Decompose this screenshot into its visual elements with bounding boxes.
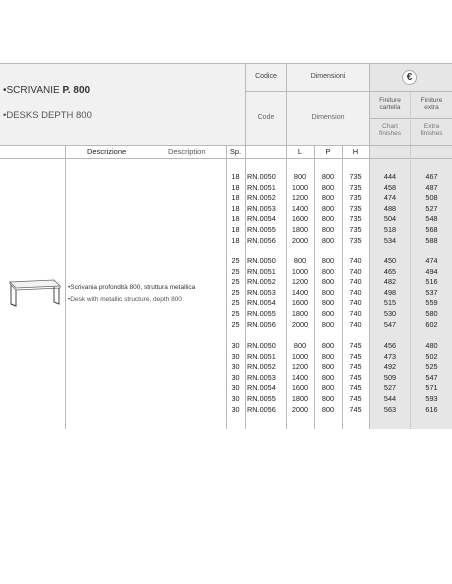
cell-chart: 534: [383, 235, 397, 245]
title-italian-prefix: •SCRIVANIE: [3, 85, 63, 96]
cell-extra: 502: [425, 351, 438, 361]
euro-symbol: €: [406, 72, 413, 83]
cell-code: RN.0050: [247, 256, 276, 265]
cell-extra: 516: [425, 277, 438, 287]
header-extra-finishes-line2: finishes: [420, 130, 443, 137]
cell-sp: 18: [231, 193, 240, 203]
cell-code: RN.0052: [247, 362, 276, 372]
cell-extra: 525: [425, 362, 438, 372]
desk-illustration-icon: [4, 276, 62, 313]
cell-chart: 465: [383, 266, 397, 276]
header-finiture-cartella-line1: Finiture: [379, 97, 401, 104]
cell-chart: 450: [383, 256, 397, 265]
cell-p: 800: [321, 214, 335, 224]
cell-extra: 588: [425, 235, 438, 245]
header-extra-finishes: [411, 123, 452, 137]
cell-l: 1600: [291, 298, 309, 308]
header-dimensioni: Dimensioni: [310, 73, 346, 80]
cell-sp: 25: [231, 256, 240, 265]
cell-code: RN.0052: [247, 277, 276, 287]
cell-code: RN.0051: [247, 266, 276, 276]
header-chart-finishes: [370, 123, 410, 137]
top-rule: [0, 63, 452, 64]
cell-extra: 593: [425, 394, 438, 403]
cell-extra: 571: [425, 383, 438, 393]
cell-chart: 473: [383, 351, 397, 361]
cell-p: 800: [321, 182, 335, 192]
cell-h: 745: [349, 341, 362, 350]
cell-l: 1400: [291, 372, 309, 382]
cell-extra: 580: [425, 309, 438, 318]
header-code: Code: [257, 114, 275, 121]
cell-extra: 474: [425, 256, 438, 265]
cell-l: 800: [293, 256, 307, 265]
cell-p: 800: [321, 277, 335, 287]
cell-sp: 18: [231, 203, 240, 213]
cell-chart: 458: [383, 182, 397, 192]
cell-p: 800: [321, 225, 335, 234]
cell-h: 740: [349, 277, 362, 287]
cell-code: RN.0052: [247, 193, 276, 203]
cell-sp: 25: [231, 287, 240, 297]
cell-p: 800: [321, 372, 335, 382]
cell-p: 800: [321, 266, 335, 276]
cell-l: 2000: [291, 235, 309, 245]
cell-extra: 568: [425, 225, 438, 234]
cell-p: 800: [321, 319, 335, 329]
cell-h: 735: [349, 235, 362, 245]
product-description-italian: •Scrivania profondità 800, struttura metallica: [68, 284, 196, 291]
header-finiture-extra: [411, 97, 452, 111]
header-codice: Codice: [255, 73, 277, 80]
cell-code: RN.0055: [247, 309, 276, 318]
cell-l: 1200: [291, 277, 309, 287]
header-finiture-cartella: [370, 97, 410, 111]
cell-sp: 25: [231, 298, 240, 308]
cell-code: RN.0054: [247, 298, 276, 308]
cell-chart: 563: [383, 404, 397, 414]
cell-l: 1400: [291, 287, 309, 297]
cell-chart: 498: [383, 287, 397, 297]
euro-icon: [402, 70, 417, 85]
cell-chart: 482: [383, 277, 397, 287]
cell-sp: 18: [231, 235, 240, 245]
cell-code: RN.0055: [247, 394, 276, 403]
cell-code: RN.0053: [247, 287, 276, 297]
cell-l: 1200: [291, 362, 309, 372]
cell-p: 800: [321, 287, 335, 297]
cell-sp: 30: [231, 362, 240, 372]
cell-extra: 548: [425, 214, 438, 224]
col-header-p: P: [325, 147, 331, 156]
cell-l: 1600: [291, 214, 309, 224]
cell-sp: 30: [231, 394, 240, 403]
cell-h: 740: [349, 256, 362, 265]
cell-sp: 18: [231, 214, 240, 224]
cell-extra: 494: [425, 266, 438, 276]
cell-p: 800: [321, 298, 335, 308]
cell-code: RN.0053: [247, 372, 276, 382]
cell-chart: 515: [383, 298, 397, 308]
col-header-sp: Sp.: [229, 147, 242, 156]
cell-p: 800: [321, 383, 335, 393]
col-rule-desc: [65, 145, 66, 429]
header-chart-finishes-line1: Chart: [382, 123, 398, 130]
cell-p: 800: [321, 256, 335, 265]
cell-h: 745: [349, 394, 362, 403]
cell-h: 740: [349, 309, 362, 318]
cell-l: 1000: [291, 182, 309, 192]
cell-extra: 616: [425, 404, 438, 414]
cell-code: RN.0054: [247, 383, 276, 393]
cell-l: 2000: [291, 319, 309, 329]
header-extra-finishes-line1: Extra: [423, 123, 440, 130]
cell-h: 745: [349, 383, 362, 393]
header-dimension: Dimension: [311, 114, 345, 121]
header-finiture-extra-line2: extra: [424, 104, 439, 111]
cell-sp: 18: [231, 225, 240, 234]
cell-chart: 444: [383, 172, 397, 181]
cell-l: 800: [293, 172, 307, 181]
cell-p: 800: [321, 172, 335, 181]
cell-code: RN.0056: [247, 235, 276, 245]
cell-l: 1400: [291, 203, 309, 213]
cell-p: 800: [321, 351, 335, 361]
cell-sp: 30: [231, 383, 240, 393]
cell-sp: 18: [231, 182, 240, 192]
cell-sp: 18: [231, 172, 240, 181]
cell-code: RN.0055: [247, 225, 276, 234]
cell-p: 800: [321, 394, 335, 403]
cell-chart: 456: [383, 341, 397, 350]
cell-extra: 467: [425, 172, 438, 181]
cell-code: RN.0056: [247, 404, 276, 414]
cell-sp: 30: [231, 404, 240, 414]
cell-sp: 25: [231, 309, 240, 318]
title-italian: [3, 85, 90, 96]
cell-p: 800: [321, 235, 335, 245]
cell-h: 745: [349, 351, 362, 361]
cell-extra: 602: [425, 319, 438, 329]
col-header-h: H: [352, 147, 359, 156]
col-header-description: Description: [168, 147, 206, 156]
cell-p: 800: [321, 203, 335, 213]
cell-h: 735: [349, 225, 362, 234]
product-description-english: •Desk with metallic structure, depth 800: [68, 296, 182, 303]
cell-l: 1600: [291, 383, 309, 393]
cell-h: 745: [349, 362, 362, 372]
cell-chart: 509: [383, 372, 397, 382]
cell-code: RN.0051: [247, 351, 276, 361]
cell-l: 1800: [291, 225, 309, 234]
title-english: •DESKS DEPTH 800: [3, 110, 92, 121]
cell-chart: 530: [383, 309, 397, 318]
cell-sp: 30: [231, 351, 240, 361]
cell-extra: 487: [425, 182, 438, 192]
cell-h: 735: [349, 203, 362, 213]
cell-l: 1000: [291, 351, 309, 361]
cell-h: 745: [349, 372, 362, 382]
cell-code: RN.0056: [247, 319, 276, 329]
cell-h: 735: [349, 172, 362, 181]
cell-l: 1800: [291, 394, 309, 403]
cell-extra: 527: [425, 203, 438, 213]
cell-extra: 508: [425, 193, 438, 203]
cell-p: 800: [321, 362, 335, 372]
cell-extra: 480: [425, 341, 438, 350]
header-mid-rule: [245, 91, 452, 92]
cell-code: RN.0050: [247, 341, 276, 350]
cell-h: 740: [349, 298, 362, 308]
header-finiture-extra-line1: Finiture: [420, 97, 443, 104]
cell-chart: 504: [383, 214, 397, 224]
cell-extra: 537: [425, 287, 438, 297]
cell-sp: 30: [231, 341, 240, 350]
col-header-descrizione: Descrizione: [87, 147, 127, 156]
cell-h: 735: [349, 182, 362, 192]
cell-l: 2000: [291, 404, 309, 414]
cell-sp: 25: [231, 319, 240, 329]
cell-extra: 559: [425, 298, 438, 308]
cell-chart: 492: [383, 362, 397, 372]
cell-h: 735: [349, 193, 362, 203]
col-header-l: L: [297, 147, 303, 156]
cell-chart: 547: [383, 319, 397, 329]
cell-p: 800: [321, 309, 335, 318]
cell-p: 800: [321, 341, 335, 350]
cell-h: 735: [349, 214, 362, 224]
cell-code: RN.0051: [247, 182, 276, 192]
cell-code: RN.0054: [247, 214, 276, 224]
cell-sp: 30: [231, 372, 240, 382]
cell-chart: 527: [383, 383, 397, 393]
header-chart-finishes-line2: finishes: [378, 130, 402, 137]
cell-l: 800: [293, 341, 307, 350]
cell-sp: 25: [231, 277, 240, 287]
header-finiture-cartella-line2: cartella: [379, 104, 401, 111]
cell-code: RN.0053: [247, 203, 276, 213]
cell-h: 740: [349, 319, 362, 329]
cell-chart: 488: [383, 203, 397, 213]
cell-sp: 25: [231, 266, 240, 276]
cell-h: 740: [349, 266, 362, 276]
cell-chart: 518: [383, 225, 397, 234]
cell-p: 800: [321, 404, 335, 414]
title-italian-bold: P. 800: [62, 85, 91, 96]
cell-h: 740: [349, 287, 362, 297]
cell-l: 1000: [291, 266, 309, 276]
cell-h: 745: [349, 404, 362, 414]
cell-l: 1800: [291, 309, 309, 318]
cell-code: RN.0050: [247, 172, 276, 181]
cell-p: 800: [321, 193, 335, 203]
cell-chart: 544: [383, 394, 397, 403]
cell-chart: 474: [383, 193, 397, 203]
cell-l: 1200: [291, 193, 309, 203]
cell-extra: 547: [425, 372, 438, 382]
